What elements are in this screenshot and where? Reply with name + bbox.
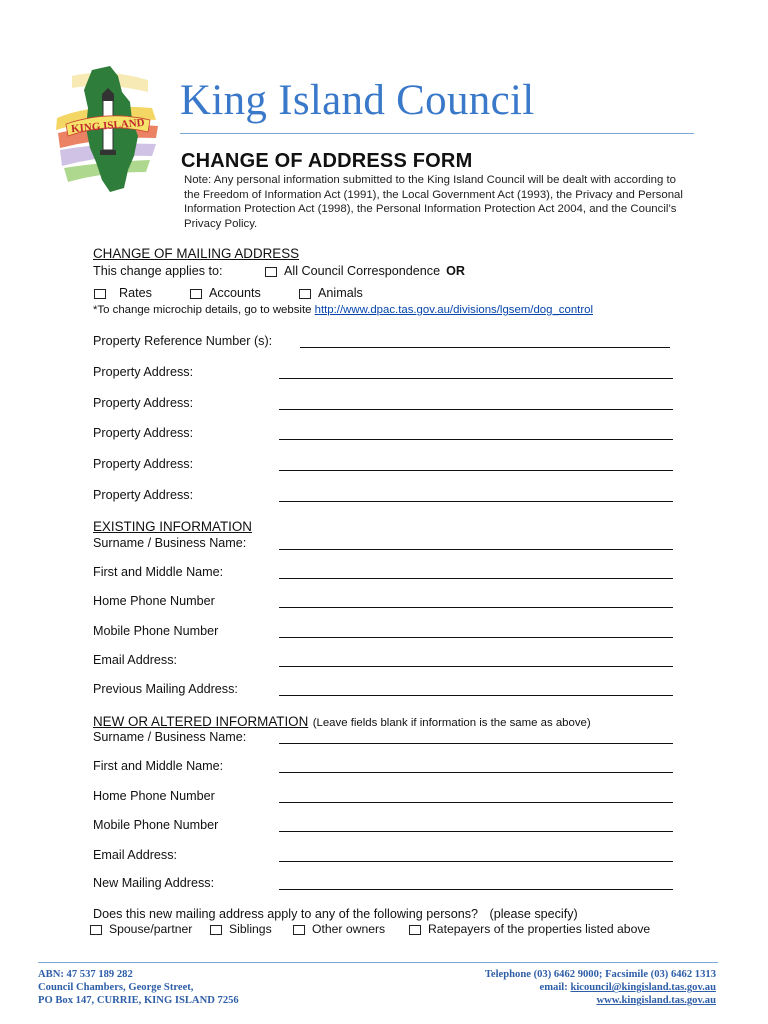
existing-home-phone-field[interactable] xyxy=(279,607,673,608)
existing-mobile-field[interactable] xyxy=(279,637,673,638)
existing-home-phone-label: Home Phone Number xyxy=(93,594,215,608)
property-address-label-4: Property Address: xyxy=(93,457,194,471)
accounts-checkbox[interactable] xyxy=(190,289,202,299)
siblings-option[interactable] xyxy=(210,922,272,936)
mailing-section-heading: CHANGE OF MAILING ADDRESS xyxy=(93,246,300,261)
new-section-note: (Leave fields blank if information is the same as above) xyxy=(312,717,591,729)
animals-checkbox[interactable] xyxy=(299,289,311,299)
existing-email-label: Email Address: xyxy=(93,653,177,667)
microchip-text: *To change microchip details, go to website xyxy=(93,304,312,316)
ratepayers-checkbox[interactable] xyxy=(409,925,421,935)
all-correspondence-checkbox[interactable] xyxy=(265,267,277,277)
spouse-checkbox[interactable] xyxy=(90,925,102,935)
siblings-checkbox[interactable] xyxy=(210,925,222,935)
spouse-option[interactable] xyxy=(90,922,192,936)
footer-email-row xyxy=(485,981,716,994)
all-correspondence-option[interactable] xyxy=(265,264,465,278)
property-address-label-5: Property Address: xyxy=(93,488,194,502)
new-info-heading-row xyxy=(93,713,591,731)
new-surname-field[interactable] xyxy=(279,743,673,744)
footer-abn: ABN: 47 537 189 282 xyxy=(38,969,133,980)
new-section-heading: NEW OR ALTERED INFORMATION xyxy=(93,714,309,729)
new-mobile-label: Mobile Phone Number xyxy=(93,818,219,832)
previous-address-field[interactable] xyxy=(279,695,673,696)
existing-surname-label: Surname / Business Name: xyxy=(93,536,247,550)
property-address-field-3[interactable] xyxy=(279,439,673,440)
dog-control-link[interactable]: http://www.dpac.tas.gov.au/divisions/lgsem/dog_control xyxy=(314,304,593,316)
property-address-label-2: Property Address: xyxy=(93,396,194,410)
footer-email-link[interactable]: kicouncil@kingisland.tas.gov.au xyxy=(570,982,716,994)
spouse-label: Spouse/partner xyxy=(109,922,193,936)
new-address-field[interactable] xyxy=(279,889,673,890)
footer-address xyxy=(38,968,239,1008)
footer-contact xyxy=(485,968,716,1008)
new-home-phone-field[interactable] xyxy=(279,802,673,803)
new-email-field[interactable] xyxy=(279,861,673,862)
previous-address-label: Previous Mailing Address: xyxy=(93,682,238,696)
rates-option[interactable] xyxy=(94,286,152,300)
footer-phone: Telephone (03) 6462 9000; Facsimile (03) 6462 1313 xyxy=(484,969,716,980)
ratepayers-option[interactable] xyxy=(409,922,650,936)
new-first-name-field[interactable] xyxy=(279,772,673,773)
accounts-label: Accounts xyxy=(209,286,261,300)
microchip-note xyxy=(93,304,593,316)
existing-section-heading: EXISTING INFORMATION xyxy=(93,519,252,534)
existing-first-name-label: First and Middle Name: xyxy=(93,565,224,579)
new-mobile-field[interactable] xyxy=(279,831,673,832)
new-surname-label: Surname / Business Name: xyxy=(93,730,247,744)
new-email-label: Email Address: xyxy=(93,848,177,862)
siblings-label: Siblings xyxy=(229,922,272,936)
other-owners-option[interactable] xyxy=(293,922,385,936)
other-owners-checkbox[interactable] xyxy=(293,925,305,935)
footer-divider xyxy=(38,962,718,963)
council-name: King Island Council xyxy=(180,77,535,124)
form-title: CHANGE OF ADDRESS FORM xyxy=(181,150,473,172)
or-label: OR xyxy=(446,264,465,278)
property-address-field-1[interactable] xyxy=(279,378,673,379)
rates-checkbox[interactable] xyxy=(94,289,106,299)
animals-label: Animals xyxy=(318,286,363,300)
persons-specify: (please specify) xyxy=(489,907,578,921)
title-divider xyxy=(180,133,694,134)
new-address-label: New Mailing Address: xyxy=(93,876,215,890)
rates-label: Rates xyxy=(119,286,152,300)
property-ref-label: Property Reference Number (s): xyxy=(93,334,273,348)
property-address-label-3: Property Address: xyxy=(93,426,194,440)
persons-question xyxy=(93,907,578,921)
existing-mobile-label: Mobile Phone Number xyxy=(93,624,219,638)
other-owners-label: Other owners xyxy=(312,922,386,936)
property-address-label-1: Property Address: xyxy=(93,365,194,379)
applies-to-label: This change applies to: xyxy=(93,264,223,278)
footer-address-line-1: Council Chambers, George Street, xyxy=(38,982,194,994)
logo-text: KING ISLAND xyxy=(70,116,146,136)
existing-first-name-field[interactable] xyxy=(279,578,673,579)
persons-question-text: Does this new mailing address apply to any of the following persons? xyxy=(93,907,479,921)
king-island-logo xyxy=(52,58,164,198)
footer-address-line-2: PO Box 147, CURRIE, KING ISLAND 7256 xyxy=(38,995,239,1007)
property-address-field-4[interactable] xyxy=(279,470,673,471)
footer-email-label: email: xyxy=(539,982,568,994)
existing-email-field[interactable] xyxy=(279,666,673,667)
ratepayers-label: Ratepayers of the properties listed above xyxy=(428,922,651,936)
new-first-name-label: First and Middle Name: xyxy=(93,759,224,773)
existing-surname-field[interactable] xyxy=(279,549,673,550)
animals-option[interactable] xyxy=(299,286,363,300)
footer-website-link[interactable]: www.kingisland.tas.gov.au xyxy=(596,995,716,1007)
property-ref-field[interactable] xyxy=(300,347,670,348)
all-correspondence-label: All Council Correspondence xyxy=(284,264,441,278)
property-address-field-2[interactable] xyxy=(279,409,673,410)
property-address-field-5[interactable] xyxy=(279,501,673,502)
new-home-phone-label: Home Phone Number xyxy=(93,789,215,803)
accounts-option[interactable] xyxy=(190,286,261,300)
privacy-note: Note: Any personal information submitted to the King Island Council will be dealt with according to the Freedom of Information Act (1991), the Local Government Act (1993), the Privacy and Personal Information Protection Act (1998), the Personal Information Protection Act 2004, and the Council’s Privacy Policy. xyxy=(184,174,683,230)
